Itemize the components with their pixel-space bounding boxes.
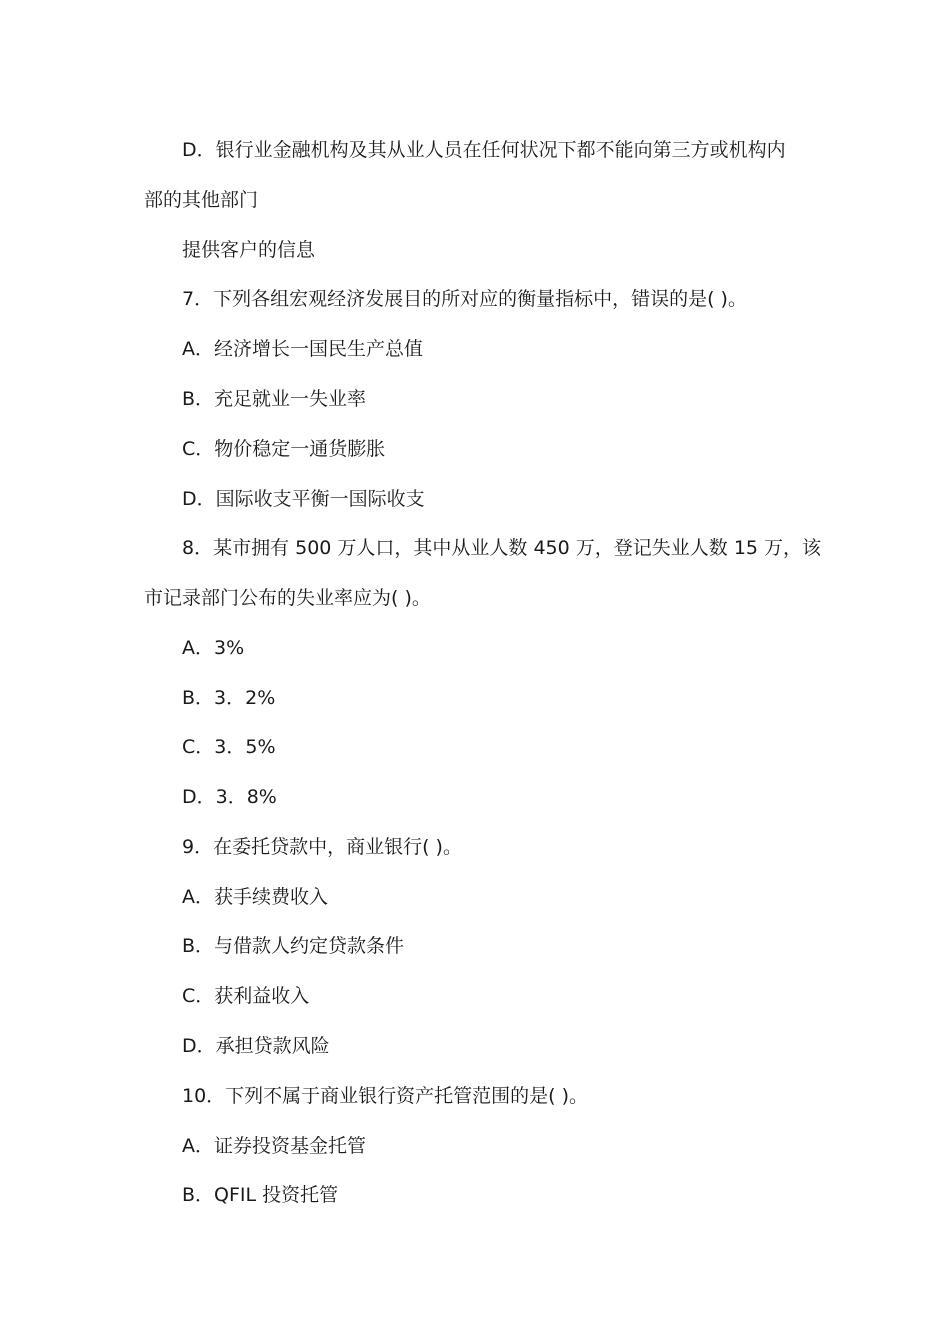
option-line: D．3．8% <box>182 786 277 808</box>
option-line: C．物价稳定一通货膨胀 <box>182 438 386 460</box>
text-line: 部的其他部门 <box>144 189 259 211</box>
option-line: B．与借款人约定贷款条件 <box>182 935 405 957</box>
option-line: C．获利益收入 <box>182 985 310 1007</box>
option-line: B．充足就业一失业率 <box>182 388 367 410</box>
option-line: C．3．5% <box>182 736 276 758</box>
option-line: B．3．2% <box>182 687 276 709</box>
option-line: A．证券投资基金托管 <box>182 1135 366 1157</box>
option-line: A．获手续费收入 <box>182 886 328 908</box>
question-10: 10．下列不属于商业银行资产托管范围的是( )。 <box>182 1085 589 1107</box>
option-line: D．国际收支平衡一国际收支 <box>182 488 425 510</box>
option-line: A．3% <box>182 637 245 659</box>
option-line: A．经济增长一国民生产总值 <box>182 338 423 360</box>
text-line: 市记录部门公布的失业率应为( )。 <box>144 587 431 609</box>
question-9: 9．在委托贷款中，商业银行( )。 <box>182 836 462 858</box>
text-line: D．银行业金融机构及其从业人员在任何状况下都不能向第三方或机构内 <box>182 139 786 161</box>
question-7: 7．下列各组宏观经济发展目的所对应的衡量指标中，错误的是( )。 <box>182 288 747 310</box>
text-line: 提供客户的信息 <box>182 239 316 261</box>
question-8: 8．某市拥有 500 万人口，其中从业人数 450 万，登记失业人数 15 万，该 <box>182 537 822 559</box>
option-line: B．QFIL 投资托管 <box>182 1184 339 1206</box>
option-line: D．承担贷款风险 <box>182 1035 330 1057</box>
